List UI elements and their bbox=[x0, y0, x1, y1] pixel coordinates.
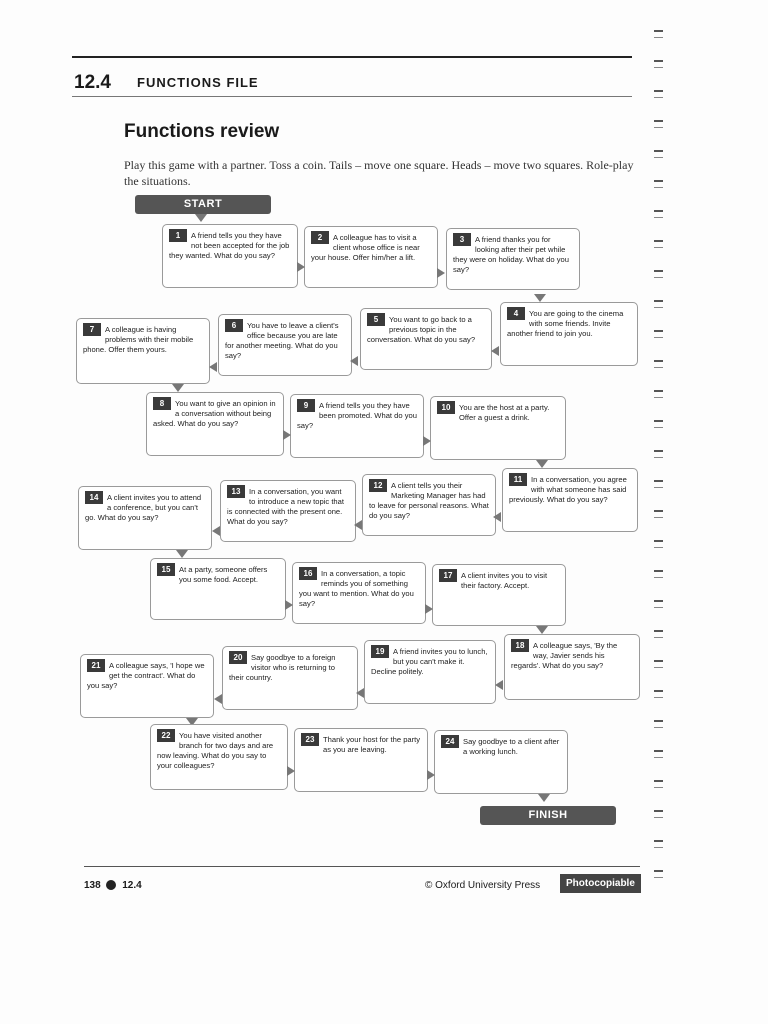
square-5: 5 You want to go back to a previous topic in the conversation. What do you say? bbox=[360, 308, 492, 370]
arrow-19-20 bbox=[356, 688, 364, 698]
arrow-5-6 bbox=[350, 356, 358, 366]
section-label: FUNCTIONS FILE bbox=[137, 75, 259, 90]
finish-banner: FINISH bbox=[480, 806, 616, 825]
bullet-icon bbox=[106, 880, 116, 890]
arrow-15-16 bbox=[285, 600, 293, 610]
square-21: 21 A colleague says, 'I hope we get the contract'. What do you say? bbox=[80, 654, 214, 718]
square-10: 10 You are the host at a party. Offer a guest a drink. bbox=[430, 396, 566, 460]
square-16: 16 In a conversation, a topic reminds you of something you want to mention. What do you say? bbox=[292, 562, 426, 624]
square-24: 24 Say goodbye to a client after a working lunch. bbox=[434, 730, 568, 794]
arrow-6-7 bbox=[209, 362, 217, 372]
square-3: 3 A friend thanks you for looking after their pet while they were on holiday. What do you say? bbox=[446, 228, 580, 290]
arrow-13-14 bbox=[212, 526, 220, 536]
footer-publisher: © Oxford University Press bbox=[425, 880, 541, 891]
instructions: Play this game with a partner. Toss a coin. Tails – move one square. Heads – move two squares. Role-play the situations. bbox=[124, 158, 634, 188]
arrow-12-13 bbox=[354, 520, 362, 530]
arrow-23-24 bbox=[427, 770, 435, 780]
arrow-16-17 bbox=[425, 604, 433, 614]
arrow-22-23 bbox=[287, 766, 295, 776]
arrow-14-15 bbox=[176, 550, 188, 558]
arrow-20-21 bbox=[214, 694, 222, 704]
footer-page-number: 138 12.4 bbox=[84, 880, 142, 891]
square-2: 2 A colleague has to visit a client whose office is near your house. Offer him/her a lift. bbox=[304, 226, 438, 288]
square-13: 13 In a conversation, you want to introduce a new topic that is connected with the present one. What do you say? bbox=[220, 480, 356, 542]
square-18: 18 A colleague says, 'By the way, Javier sends his regards'. What do you say? bbox=[504, 634, 640, 700]
arrow-18-19 bbox=[495, 680, 503, 690]
square-20: 20 Say goodbye to a foreign visitor who is returning to their country. bbox=[222, 646, 358, 710]
square-17: 17 A client invites you to visit their factory. Accept. bbox=[432, 564, 566, 626]
start-arrow bbox=[195, 214, 207, 222]
arrow-7-8 bbox=[172, 384, 184, 392]
square-8: 8 You want to give an opinion in a conversation without being asked. What do you say? bbox=[146, 392, 284, 456]
arrow-1-2 bbox=[297, 262, 305, 272]
footer-rule bbox=[84, 866, 640, 867]
arrow-2-3 bbox=[437, 268, 445, 278]
square-1: 1 A friend tells you they have not been accepted for the job they wanted. What do you say? bbox=[162, 224, 298, 288]
binding-marks bbox=[654, 20, 670, 900]
header-rule bbox=[72, 96, 632, 97]
square-9: 9 A friend tells you they have been promoted. What do you say? bbox=[290, 394, 424, 458]
arrow-10-11 bbox=[536, 460, 548, 468]
square-14: 14 A client invites you to attend a conference, but you can't go. What do you say? bbox=[78, 486, 212, 550]
square-12: 12 A client tells you their Marketing Manager has had to leave for personal reasons. What do you say? bbox=[362, 474, 496, 536]
section-number: 12.4 bbox=[74, 72, 111, 93]
top-rule bbox=[72, 56, 632, 58]
square-7: 7 A colleague is having problems with their mobile phone. Offer them yours. bbox=[76, 318, 210, 384]
square-11: 11 In a conversation, you agree with what someone has said previously. What do you say? bbox=[502, 468, 638, 532]
arrow-3-4 bbox=[534, 294, 546, 302]
arrow-4-5 bbox=[491, 346, 499, 356]
square-6: 6 You have to leave a client's office because you are late for another meeting. What do you say? bbox=[218, 314, 352, 376]
photocopiable-badge: Photocopiable bbox=[560, 874, 641, 893]
square-23: 23 Thank your host for the party as you are leaving. bbox=[294, 728, 428, 792]
arrow-24-finish bbox=[538, 794, 550, 802]
square-15: 15 At a party, someone offers you some food. Accept. bbox=[150, 558, 286, 620]
arrow-11-12 bbox=[493, 512, 501, 522]
arrow-9-10 bbox=[423, 436, 431, 446]
square-4: 4 You are going to the cinema with some friends. Invite another friend to join you. bbox=[500, 302, 638, 366]
arrow-8-9 bbox=[283, 430, 291, 440]
square-19: 19 A friend invites you to lunch, but you can't make it. Decline politely. bbox=[364, 640, 496, 704]
square-22: 22 You have visited another branch for two days and are now leaving. What do you say to your colleagues? bbox=[150, 724, 288, 790]
arrow-17-18 bbox=[536, 626, 548, 634]
start-banner: START bbox=[135, 195, 271, 214]
page-title: Functions review bbox=[124, 121, 280, 142]
